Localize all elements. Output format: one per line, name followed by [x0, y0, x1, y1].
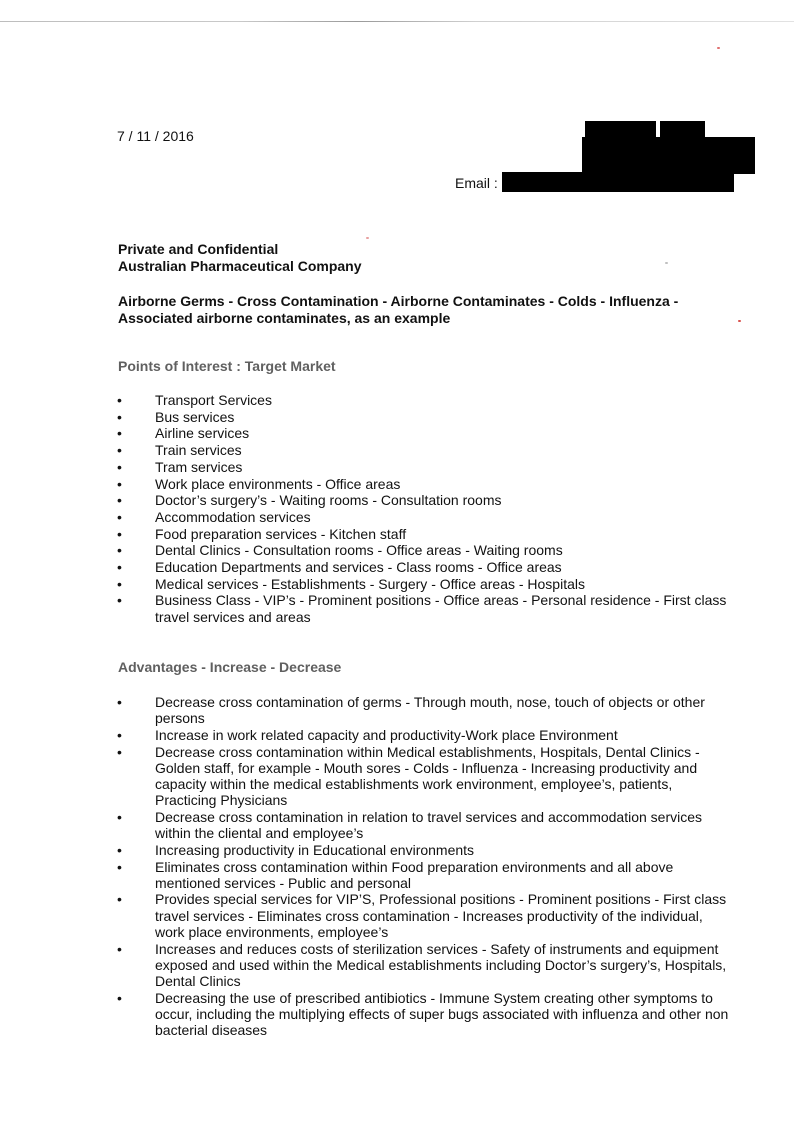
redacted-address [660, 121, 705, 137]
bullet-icon: • [117, 592, 122, 609]
points-of-interest-heading: Points of Interest : Target Market [118, 358, 336, 374]
bullet-icon: • [117, 694, 122, 710]
email-label: Email : [455, 175, 498, 191]
advantage-item [0, 891, 735, 940]
bullet-icon: • [117, 940, 122, 957]
advantage-item-text: Increase in work related capacity and productivity-Work place Environment [155, 726, 618, 743]
bullet-icon: • [117, 841, 122, 858]
target-market-item [0, 526, 735, 543]
target-market-item-text: Education Departments and services - Class rooms - Office areas [155, 559, 562, 576]
subject-block [118, 293, 678, 327]
bullet-icon: • [117, 989, 122, 1006]
bullet-icon: • [117, 475, 122, 492]
target-market-item [0, 492, 735, 509]
advantage-item-text: Decrease cross contamination within Medical establishments, Hospitals, Dental Clinics - Golden staff, for example - Mouth sores - Colds - Influenza - Increasing productivity and capacity within the medical establishments work environment, employee’s, patients, Practicing Physicians [155, 743, 700, 809]
gray-speck [665, 262, 668, 264]
subject-line: Associated airborne contaminates, as an example [118, 310, 451, 326]
target-market-item-text: Bus services [155, 408, 235, 425]
target-market-item [0, 392, 735, 409]
redacted-address [585, 121, 656, 137]
target-market-item-text: Train services [155, 442, 242, 459]
target-market-item [0, 576, 735, 593]
advantage-item [0, 990, 735, 1039]
target-market-item [0, 509, 735, 526]
target-market-item [0, 476, 735, 493]
target-market-item-text: Tram services [155, 458, 243, 475]
bullet-icon: • [117, 542, 122, 559]
advantage-item [0, 744, 735, 809]
bullet-icon: • [117, 525, 122, 542]
red-speck [738, 320, 741, 322]
target-market-item [0, 409, 735, 426]
target-market-item-text: Transport Services [155, 392, 272, 408]
bullet-icon: • [117, 858, 122, 875]
advantage-item-text: Increasing productivity in Educational environments [155, 841, 475, 858]
red-speck [366, 237, 369, 239]
advantages-heading: Advantages - Increase - Decrease [118, 659, 342, 675]
advantage-item [0, 842, 735, 858]
advantage-item-text: Decreasing the use of prescribed antibiotics - Immune System creating other symptoms to occur, including the multiplying effects of super bugs associated with influenza and other non bacterial diseases [155, 989, 729, 1039]
bullet-icon: • [117, 408, 122, 425]
letter-date: 7 / 11 / 2016 [117, 128, 194, 144]
advantage-item [0, 694, 735, 726]
target-market-item [0, 425, 735, 442]
target-market-item-text: Business Class - VIP’s - Prominent positions - Office areas - Personal residence - First class travel services and areas [155, 592, 727, 626]
scan-top-line [0, 21, 794, 22]
bullet-icon: • [117, 559, 122, 576]
target-market-item-text: Accommodation services [155, 508, 311, 525]
target-market-item-text: Medical services - Establishments - Surgery - Office areas - Hospitals [155, 575, 585, 592]
target-market-item-text: Work place environments - Office areas [155, 475, 401, 492]
redacted-email [502, 172, 734, 192]
bullet-icon: • [117, 425, 122, 442]
target-market-item [0, 592, 735, 625]
advantage-item [0, 859, 735, 891]
target-market-item [0, 542, 735, 559]
advantage-item-text: Decrease cross contamination in relation to travel services and accommodation services within the cliental and employee’s [155, 808, 703, 842]
recipient-block [118, 241, 362, 275]
recipient-line: Private and Confidential [118, 241, 279, 257]
target-market-list [0, 392, 735, 626]
target-market-item [0, 442, 735, 459]
bullet-icon: • [117, 442, 122, 459]
bullet-icon: • [117, 458, 122, 475]
target-market-item [0, 459, 735, 476]
target-market-item-text: Doctor’s surgery’s - Waiting rooms - Consultation rooms [155, 492, 502, 509]
bullet-icon: • [117, 726, 122, 743]
target-market-item [0, 559, 735, 576]
advantage-item-text: Increases and reduces costs of sterilization services - Safety of instruments and equipment exposed and used within the Medical establishments including Doctor’s surgery’s, Hospitals, Dental Clinics [155, 940, 727, 989]
bullet-icon: • [117, 508, 122, 525]
advantage-item [0, 727, 735, 743]
target-market-item-text: Food preparation services - Kitchen staff [155, 525, 407, 542]
bullet-icon: • [117, 492, 122, 509]
advantage-item-text: Eliminates cross contamination within Food preparation environments and all above mentioned services - Public and personal [155, 858, 674, 891]
target-market-item-text: Airline services [155, 425, 250, 442]
advantage-item [0, 941, 735, 990]
advantage-item-text: Decrease cross contamination of germs - Through mouth, nose, touch of objects or other persons [155, 694, 705, 727]
advantages-list [0, 694, 735, 1039]
bullet-icon: • [117, 808, 122, 825]
red-speck [717, 47, 720, 49]
advantage-item-text: Provides special services for VIP’S, Professional positions - Prominent positions - First class travel services - Eliminates cross contamination - Increases productivity of the individual, work place environments, employee’s [155, 891, 727, 940]
bullet-icon: • [117, 743, 122, 760]
recipient-company: Australian Pharmaceutical Company [118, 258, 362, 274]
bullet-icon: • [117, 392, 122, 408]
bullet-icon: • [117, 575, 122, 592]
subject-line: Airborne Germs - Cross Contamination - Airborne Contaminates - Colds - Influenza - [118, 293, 679, 309]
target-market-item-text: Dental Clinics - Consultation rooms - Office areas - Waiting rooms [155, 542, 563, 559]
redacted-address [582, 137, 755, 174]
advantage-item [0, 809, 735, 841]
bullet-icon: • [117, 891, 122, 908]
